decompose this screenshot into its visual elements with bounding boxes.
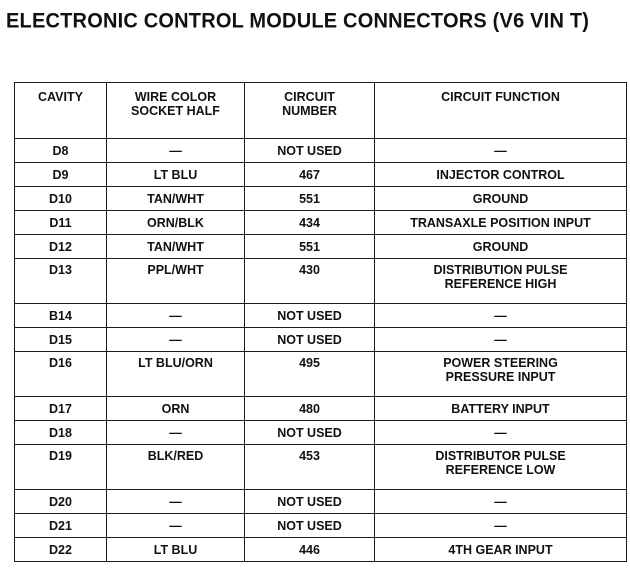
cell-wire-color: ORN — [107, 397, 245, 421]
cell-wire-color: LT BLU/ORN — [107, 352, 245, 397]
table-row — [15, 352, 627, 397]
cell-cavity: D16 — [15, 352, 107, 397]
cell-cavity: D10 — [15, 187, 107, 211]
table-row — [15, 445, 627, 490]
cell-circuit-number: NOT USED — [245, 328, 375, 352]
header-wire-color: WIRE COLOR SOCKET HALF — [107, 83, 245, 139]
cell-cavity: D18 — [15, 421, 107, 445]
cell-circuit-number: NOT USED — [245, 514, 375, 538]
cell-wire-color: TAN/WHT — [107, 187, 245, 211]
cell-wire-color: — — [107, 490, 245, 514]
cell-circuit-number: NOT USED — [245, 490, 375, 514]
cell-circuit-function: — — [375, 490, 627, 514]
cell-wire-color: ORN/BLK — [107, 211, 245, 235]
cell-circuit-number: 480 — [245, 397, 375, 421]
cell-circuit-number: NOT USED — [245, 304, 375, 328]
cell-circuit-number: NOT USED — [245, 139, 375, 163]
header-cavity: CAVITY — [15, 83, 107, 139]
cell-wire-color: — — [107, 304, 245, 328]
cell-cavity: D17 — [15, 397, 107, 421]
table-row — [15, 235, 627, 259]
cell-circuit-function: — — [375, 139, 627, 163]
table-row — [15, 397, 627, 421]
cell-cavity: D11 — [15, 211, 107, 235]
page-title: ELECTRONIC CONTROL MODULE CONNECTORS (V6 VIN T) — [6, 9, 590, 33]
cell-wire-color: LT BLU — [107, 163, 245, 187]
table-row — [15, 538, 627, 562]
cell-circuit-function: 4TH GEAR INPUT — [375, 538, 627, 562]
cell-cavity: D20 — [15, 490, 107, 514]
cell-circuit-number: 430 — [245, 259, 375, 304]
cell-circuit-number: NOT USED — [245, 421, 375, 445]
cell-circuit-function: GROUND — [375, 187, 627, 211]
cell-circuit-function: DISTRIBUTOR PULSE REFERENCE LOW — [375, 445, 627, 490]
header-circuit-function: CIRCUIT FUNCTION — [375, 83, 627, 139]
cell-cavity: D22 — [15, 538, 107, 562]
cell-wire-color: — — [107, 421, 245, 445]
table-row — [15, 259, 627, 304]
cell-circuit-number: 434 — [245, 211, 375, 235]
table-row — [15, 490, 627, 514]
cell-circuit-number: 551 — [245, 187, 375, 211]
cell-cavity: D15 — [15, 328, 107, 352]
table-body — [15, 139, 627, 562]
cell-circuit-function: — — [375, 514, 627, 538]
cell-wire-color: — — [107, 328, 245, 352]
cell-circuit-number: 467 — [245, 163, 375, 187]
cell-cavity: D13 — [15, 259, 107, 304]
cell-circuit-function: INJECTOR CONTROL — [375, 163, 627, 187]
cell-circuit-function: POWER STEERING PRESSURE INPUT — [375, 352, 627, 397]
table-row — [15, 139, 627, 163]
cell-cavity: D12 — [15, 235, 107, 259]
cell-cavity: D9 — [15, 163, 107, 187]
cell-wire-color: — — [107, 514, 245, 538]
cell-circuit-number: 446 — [245, 538, 375, 562]
cell-circuit-function: — — [375, 328, 627, 352]
cell-cavity: D19 — [15, 445, 107, 490]
cell-circuit-function: — — [375, 304, 627, 328]
table-row — [15, 163, 627, 187]
cell-cavity: D8 — [15, 139, 107, 163]
cell-circuit-function: — — [375, 421, 627, 445]
table-row — [15, 304, 627, 328]
cell-circuit-number: 453 — [245, 445, 375, 490]
cell-wire-color: LT BLU — [107, 538, 245, 562]
cell-cavity: B14 — [15, 304, 107, 328]
cell-circuit-function: TRANSAXLE POSITION INPUT — [375, 211, 627, 235]
table-row — [15, 514, 627, 538]
cell-wire-color: PPL/WHT — [107, 259, 245, 304]
cell-circuit-function: GROUND — [375, 235, 627, 259]
table-row — [15, 421, 627, 445]
cell-circuit-number: 495 — [245, 352, 375, 397]
cell-wire-color: — — [107, 139, 245, 163]
cell-wire-color: BLK/RED — [107, 445, 245, 490]
table-row — [15, 328, 627, 352]
table-header-row — [15, 83, 627, 139]
table-row — [15, 211, 627, 235]
cell-circuit-number: 551 — [245, 235, 375, 259]
cell-circuit-function: BATTERY INPUT — [375, 397, 627, 421]
header-circuit-number: CIRCUIT NUMBER — [245, 83, 375, 139]
cell-wire-color: TAN/WHT — [107, 235, 245, 259]
table-row — [15, 187, 627, 211]
cell-cavity: D21 — [15, 514, 107, 538]
cell-circuit-function: DISTRIBUTION PULSE REFERENCE HIGH — [375, 259, 627, 304]
connector-pinout-table — [14, 82, 627, 562]
